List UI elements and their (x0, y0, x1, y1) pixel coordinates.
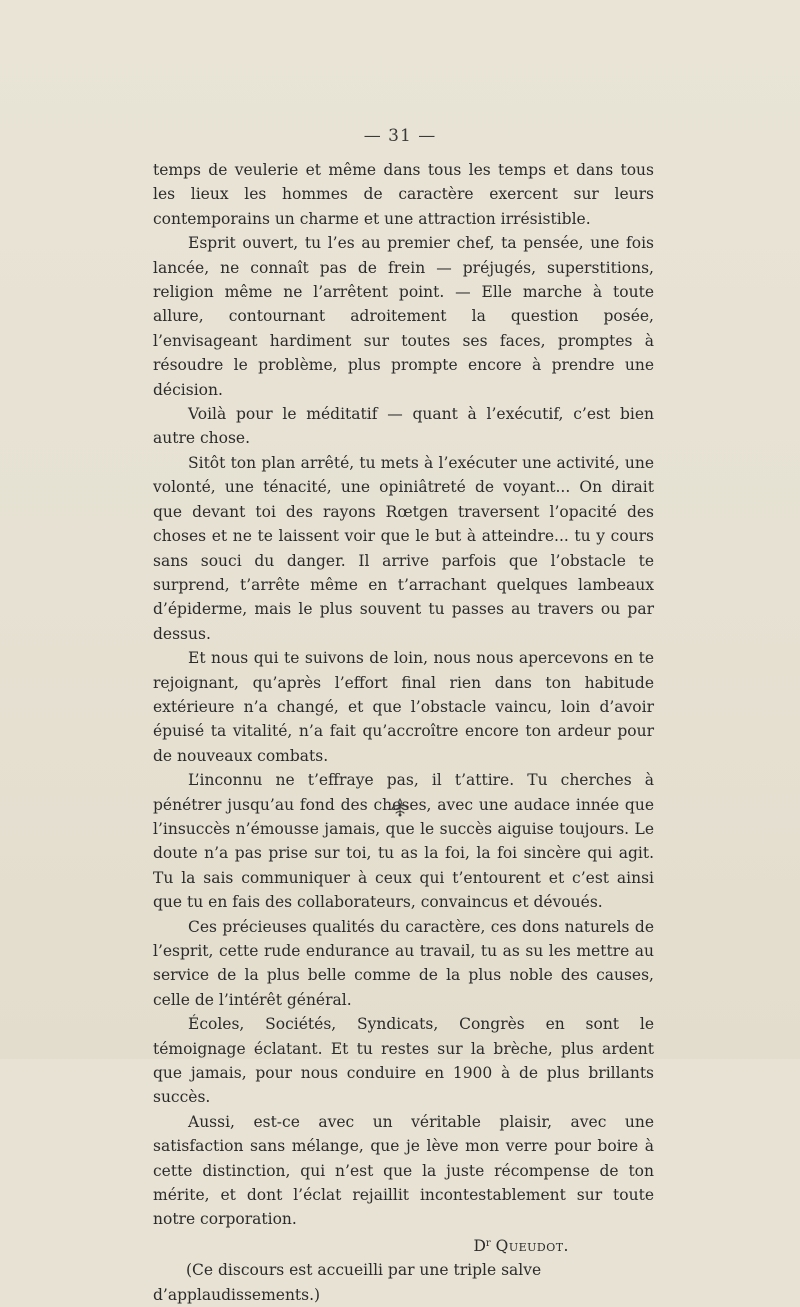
paragraph-9: Aussi, est-ce avec un véritable plaisir, avec une satisfaction sans mélange, que je lève mon verre pour boire à cette distinction, qui n’est que la juste récompense de ton mérite, et dont l’éclat rejaillit incontestablement sur toute notre corporation. (153, 1112, 654, 1229)
body-text (153, 158, 654, 1307)
paragraph-4: Sitôt ton plan arrêté, tu mets à l’exécuter une activité, une volonté, une ténacité, une opiniâtreté de voyant... On dirait que devant toi des rayons Rœtgen traversent l’opacité des choses et ne te laissent voir que le but à atteindre... tu y cours sans souci du danger. Il arrive parfois que l’obstacle te surprend, t’arrête même en t’arrachant quelques lambeaux d’épiderme, mais le plus souvent tu passes au travers ou par dessus. (153, 453, 654, 643)
paragraph-5: Et nous qui te suivons de loin, nous nous apercevons en te rejoignant, qu’après l’effort final rien dans ton habitude extérieure n’a changé, et que l’obstacle vaincu, loin d’avoir épuisé ta vitalité, n’a fait qu’accroître encore ton ardeur pour de nouveaux combats. (153, 649, 654, 765)
paragraph-8: Écoles, Sociétés, Syndicats, Congrès en sont le témoignage éclatant. Et tu restes sur la brèche, plus ardent que jamais, pour nous conduire en 1900 à de plus brillants succès. (153, 1015, 654, 1107)
paragraph-1: temps de veulerie et même dans tous les temps et dans tous les lieux les hommes de caractère exercent sur leurs contemporains un charme et une attraction irrésistible. (153, 161, 654, 228)
paragraph-3: Voilà pour le méditatif — quant à l’exécutif, c’est bien autre chose. (153, 405, 654, 448)
signature-name: Queudot. (495, 1236, 569, 1255)
paragraph-6: L’inconnu ne t’effraye pas, il t’attire. Tu cherches à pénétrer jusqu’au fond des choses, avec une audace innée que l’insuccès n’émousse jamais, que le succès aiguise toujours. Le doute n’a pas prise sur toi, tu as la foi, la foi sincère qui agit. Tu la sais communiquer à ceux qui t’entourent et c’est ainsi que tu en fais des collaborateurs, convaincus et dévoués. (153, 771, 654, 912)
closing-note: (Ce discours est accueilli par une triple salve d’applaudissements.) (153, 1261, 542, 1304)
signature-title: D (473, 1236, 486, 1255)
fleuron-ornament-icon (389, 796, 411, 818)
paragraph-7: Ces précieuses qualités du caractère, ces dons naturels de l’esprit, cette rude endurance au travail, tu as su les mettre au service de la plus belle comme de la plus noble des causes, celle de l’intérêt général. (153, 917, 654, 1009)
page-number: — 31 — (363, 126, 437, 146)
signature-title-sup: r (485, 1237, 491, 1249)
signature (153, 1232, 654, 1258)
paragraph-2: Esprit ouvert, tu l’es au premier chef, ta pensée, une fois lancée, ne connaît pas de frein — préjugés, superstitions, religion même ne l’arrêtent point. — Elle marche à toute allure, contournant adroitement la question posée, l’envisageant hardiment sur toutes ses faces, promptes à résoudre le problème, plus prompte encore à prendre une décision. (153, 234, 654, 399)
